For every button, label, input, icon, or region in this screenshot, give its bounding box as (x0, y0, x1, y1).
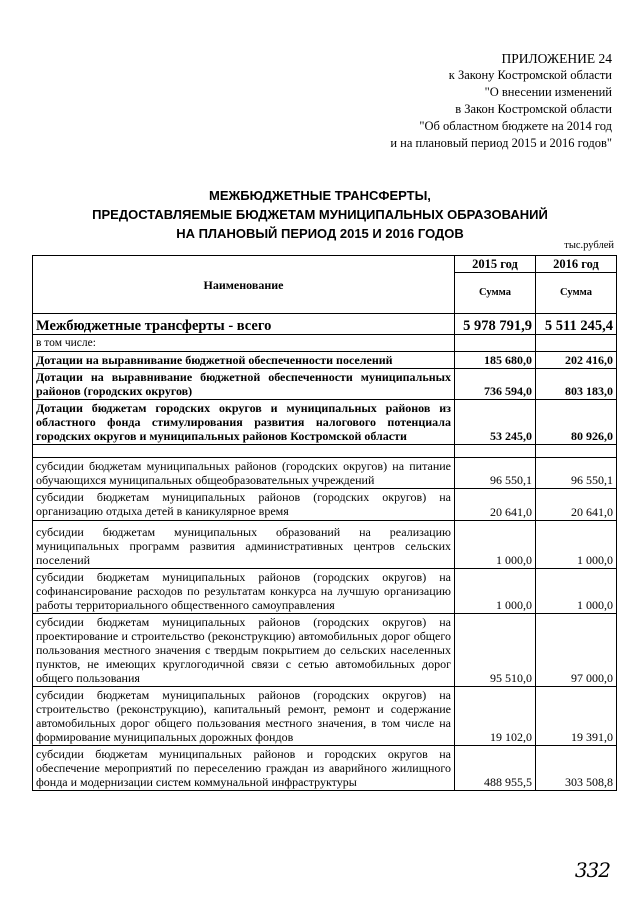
header-sum-2016: Сумма (536, 273, 617, 314)
table-row (33, 369, 617, 400)
page-number: 332 (574, 858, 610, 882)
subsidy-2016: 97 000,0 (536, 614, 617, 687)
total-row (33, 314, 617, 335)
subsidy-2015: 1 000,0 (455, 521, 536, 569)
header-year-2015: 2015 год (455, 256, 536, 273)
subsidy-2016: 20 641,0 (536, 489, 617, 521)
subsidy-name: субсидии бюджетам муниципальных образований на реализацию муниципальных программ развития административных центров сельских поселений (33, 521, 455, 569)
header-row (33, 256, 617, 273)
header-sum-2015: Сумма (455, 273, 536, 314)
table-row (33, 352, 617, 369)
subsidy-2015: 20 641,0 (455, 489, 536, 521)
subsidy-2016: 1 000,0 (536, 569, 617, 614)
total-2015: 5 978 791,9 (455, 314, 536, 335)
separator-row (33, 445, 617, 458)
appendix-line: в Закон Костромской области (455, 102, 612, 116)
subsidy-2016: 303 508,8 (536, 746, 617, 791)
subsidy-row (33, 458, 617, 489)
subsidy-row (33, 489, 617, 521)
row-2015: 53 245,0 (455, 400, 536, 445)
subsidy-row (33, 687, 617, 746)
table-row (33, 400, 617, 445)
row-name: Дотации на выравнивание бюджетной обеспеченности поселений (33, 352, 455, 369)
header-name: Наименование (33, 256, 455, 314)
subsidy-name: субсидии бюджетам муниципальных районов (городских округов) на питание обучающихся муниципальных общеобразовательных учреждений (33, 458, 455, 489)
title-line: МЕЖБЮДЖЕТНЫЕ ТРАНСФЕРТЫ, (209, 188, 431, 203)
title-line: НА ПЛАНОВЫЙ ПЕРИОД 2015 И 2016 ГОДОВ (176, 226, 464, 241)
transfers-table (32, 255, 617, 791)
row-2015: 736 594,0 (455, 369, 536, 400)
appendix-line: "О внесении изменений (484, 85, 612, 99)
subsidy-row (33, 569, 617, 614)
subsidy-name: субсидии бюджетам муниципальных районов (городских округов) на софинансирование расходов по результатам конкурса на лучшую организацию работы территориального общественного самоуправления (33, 569, 455, 614)
row-2015: 185 680,0 (455, 352, 536, 369)
appendix-line: "Об областном бюджете на 2014 год (419, 119, 612, 133)
appendix-line: и на плановый период 2015 и 2016 годов" (390, 136, 612, 150)
header-year-2016: 2016 год (536, 256, 617, 273)
document-title (0, 186, 640, 243)
appendix-line: ПРИЛОЖЕНИЕ 24 (501, 51, 612, 66)
subsidy-row (33, 614, 617, 687)
subsidy-2016: 19 391,0 (536, 687, 617, 746)
subsidy-2015: 488 955,5 (455, 746, 536, 791)
subsidy-name: субсидии бюджетам муниципальных районов (городских округов) на проектирование и строительство (реконструкцию) автомобильных дорог общего пользования местного значения с твердым покрытием до сельских населенных пунктов, не имеющих круглогодичной связи с сетью автомобильных дорог общего пользования (33, 614, 455, 687)
row-name: Дотации бюджетам городских округов и муниципальных районов из областного фонда стимулирования развития налогового потенциала городских округов и муниципальных районов Костромской области (33, 400, 455, 445)
total-name: Межбюджетные трансферты - всего (33, 314, 455, 335)
subsidy-2015: 1 000,0 (455, 569, 536, 614)
appendix-block (282, 50, 612, 152)
row-2016: 202 416,0 (536, 352, 617, 369)
subsidy-name: субсидии бюджетам муниципальных районов (городских округов) на организацию отдыха детей в каникулярное время (33, 489, 455, 521)
total-2016: 5 511 245,4 (536, 314, 617, 335)
subsidy-2015: 19 102,0 (455, 687, 536, 746)
subsidy-row (33, 746, 617, 791)
row-2016: 80 926,0 (536, 400, 617, 445)
including-row (33, 335, 617, 352)
row-name: Дотации на выравнивание бюджетной обеспеченности муниципальных районов (городских округов) (33, 369, 455, 400)
row-2016: 803 183,0 (536, 369, 617, 400)
subsidy-name: субсидии бюджетам муниципальных районов (городских округов) на строительство (реконструкцию), капитальный ремонт, ремонт и содержание автомобильных дорог общего пользования местного значения, в том числе на формирование муниципальных дорожных фондов (33, 687, 455, 746)
title-line: ПРЕДОСТАВЛЯЕМЫЕ БЮДЖЕТАМ МУНИЦИПАЛЬНЫХ ОБРАЗОВАНИЙ (92, 207, 548, 222)
subsidy-2016: 96 550,1 (536, 458, 617, 489)
subsidy-name: субсидии бюджетам муниципальных районов и городских округов на обеспечение мероприятий по переселению граждан из аварийного жилищного фонда и модернизации систем коммунальной инфраструктуры (33, 746, 455, 791)
appendix-line: к Закону Костромской области (448, 68, 612, 82)
subsidy-2016: 1 000,0 (536, 521, 617, 569)
subsidy-2015: 95 510,0 (455, 614, 536, 687)
including-label: в том числе: (33, 335, 455, 352)
subsidy-row (33, 521, 617, 569)
unit-label: тыс.рублей (564, 240, 614, 251)
subsidy-2015: 96 550,1 (455, 458, 536, 489)
